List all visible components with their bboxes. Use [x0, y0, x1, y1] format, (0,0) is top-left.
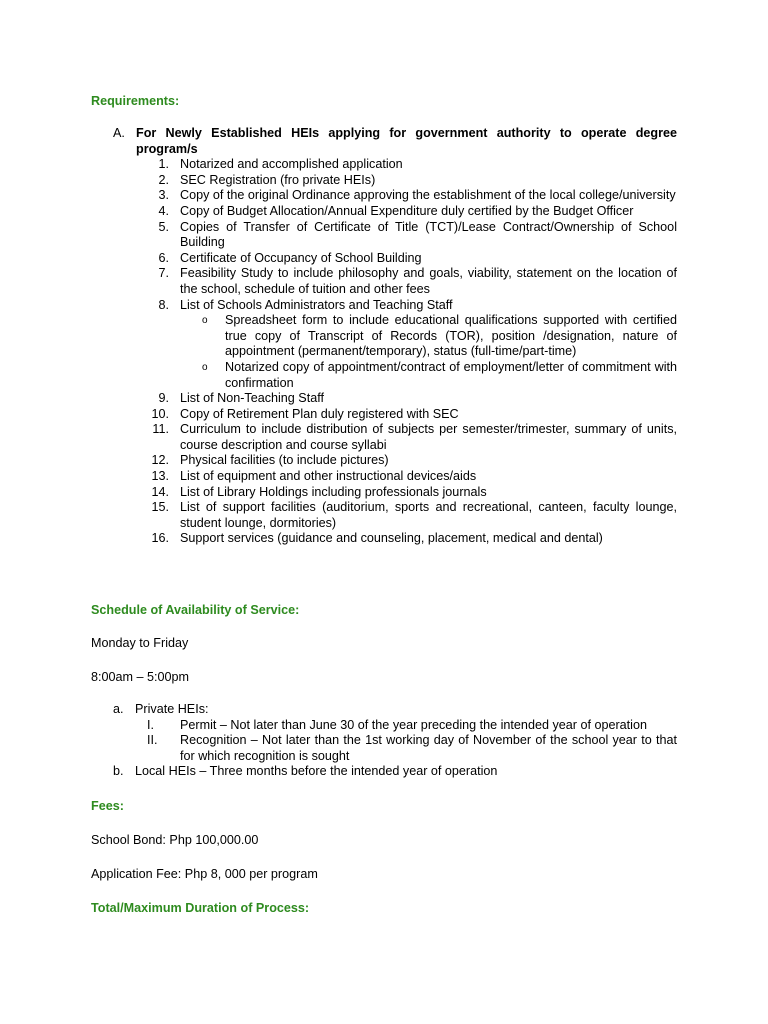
schedule-hours: 8:00am – 5:00pm	[91, 670, 190, 684]
item-number: 10.	[151, 406, 169, 421]
list-item	[113, 298, 677, 392]
requirements-list	[113, 157, 677, 547]
item-label: Private HEIs:	[135, 702, 209, 716]
schedule-subitem-permit	[113, 718, 677, 734]
list-item	[113, 469, 677, 485]
bullet-icon: o	[202, 315, 208, 327]
item-number: 7.	[158, 266, 169, 281]
item-text: Curriculum to include distribution of subjects per semester/trimester, summary of units, course description and course syllabi	[180, 422, 677, 452]
sub-item-text: Notarized copy of appointment/contract of employment/letter of commitment with confirmation	[225, 359, 677, 390]
item-number: 4.	[158, 203, 169, 218]
list-item	[113, 422, 677, 453]
sub-list-item	[180, 360, 677, 391]
sub-item-text: Spreadsheet form to include educational qualifications supported with certified true copy of Transcript of Records (TOR), position /designation, nature of appointment (permanent/temporary), status (full-time/part-time)	[225, 313, 677, 359]
item-text: List of Non-Teaching Staff	[180, 391, 324, 406]
fees-heading: Fees:	[91, 799, 124, 813]
sub-list-item	[180, 313, 677, 360]
roman-numeral: II.	[147, 733, 158, 748]
schedule-days: Monday to Friday	[91, 636, 189, 650]
item-text: Physical facilities (to include pictures)	[180, 453, 389, 468]
section-a-title: For Newly Established HEIs applying for government authority to operate degree program/s	[136, 126, 677, 156]
list-item	[113, 391, 677, 407]
item-marker: b.	[113, 764, 124, 779]
schedule-list	[113, 702, 677, 780]
item-text: List of Library Holdings including professionals journals	[180, 484, 487, 499]
schedule-heading: Schedule of Availability of Service:	[91, 603, 300, 617]
list-item	[113, 266, 677, 297]
item-number: 11.	[152, 422, 169, 437]
item-number: 16.	[151, 531, 169, 546]
item-number: 13.	[151, 469, 169, 484]
item-marker: a.	[113, 702, 124, 716]
item-text: Copies of Transfer of Certificate of Title (TCT)/Lease Contract/Ownership of School Building	[180, 219, 677, 250]
item-number: 15.	[151, 500, 169, 515]
item-number: 8.	[158, 297, 169, 312]
subitem-text: Permit – Not later than June 30 of the year preceding the intended year of operation	[180, 717, 647, 732]
roman-numeral: I.	[147, 717, 154, 732]
list-item	[113, 500, 677, 531]
section-a	[113, 126, 677, 547]
item-text: Copy of Retirement Plan duly registered with SEC	[180, 406, 459, 421]
sub-list	[180, 313, 677, 391]
item-text: Notarized and accomplished application	[180, 157, 403, 172]
list-item	[113, 251, 677, 267]
item-number: 6.	[158, 250, 169, 265]
list-item	[113, 220, 677, 251]
item-text: SEC Registration (fro private HEIs)	[180, 172, 376, 187]
list-item	[113, 453, 677, 469]
schedule-item-local	[113, 764, 677, 780]
school-bond: School Bond: Php 100,000.00	[91, 833, 259, 847]
schedule-item-private	[113, 702, 677, 718]
bullet-icon: o	[202, 361, 208, 373]
item-text: Copy of the original Ordinance approving the establishment of the local college/university	[180, 188, 676, 203]
list-item	[113, 407, 677, 423]
item-text: Certificate of Occupancy of School Building	[180, 250, 422, 265]
item-number: 14.	[151, 484, 169, 499]
item-label: Local HEIs – Three months before the intended year of operation	[135, 764, 498, 779]
list-item	[113, 157, 677, 173]
list-item	[113, 173, 677, 189]
list-item	[113, 485, 677, 501]
subitem-text: Recognition – Not later than the 1st working day of November of the school year to that for which recognition is sought	[180, 733, 677, 763]
list-item	[113, 204, 677, 220]
item-number: 9.	[158, 391, 169, 406]
item-text: Support services (guidance and counseling, placement, medical and dental)	[180, 531, 603, 546]
item-number: 2.	[158, 172, 169, 187]
item-text: Feasibility Study to include philosophy and goals, viability, statement on the location of the school, schedule of tuition and other fees	[180, 266, 677, 296]
list-item	[113, 531, 677, 547]
item-number: 3.	[158, 188, 169, 203]
item-text: List of equipment and other instructional devices/aids	[180, 469, 477, 484]
section-a-marker: A.	[113, 126, 125, 140]
item-text: List of support facilities (auditorium, sports and recreational, canteen, faculty lounge, student lounge, dormitories)	[180, 500, 677, 530]
item-text: List of Schools Administrators and Teaching Staff	[180, 297, 453, 312]
list-item	[113, 188, 677, 204]
item-number: 12.	[151, 453, 169, 468]
item-text: Copy of Budget Allocation/Annual Expenditure duly certified by the Budget Officer	[180, 203, 634, 218]
item-number: 5.	[158, 219, 169, 234]
duration-heading: Total/Maximum Duration of Process:	[91, 901, 310, 915]
item-number: 1.	[158, 157, 169, 172]
application-fee: Application Fee: Php 8, 000 per program	[91, 867, 318, 881]
requirements-heading: Requirements:	[91, 94, 180, 108]
schedule-subitem-recognition	[113, 733, 677, 764]
